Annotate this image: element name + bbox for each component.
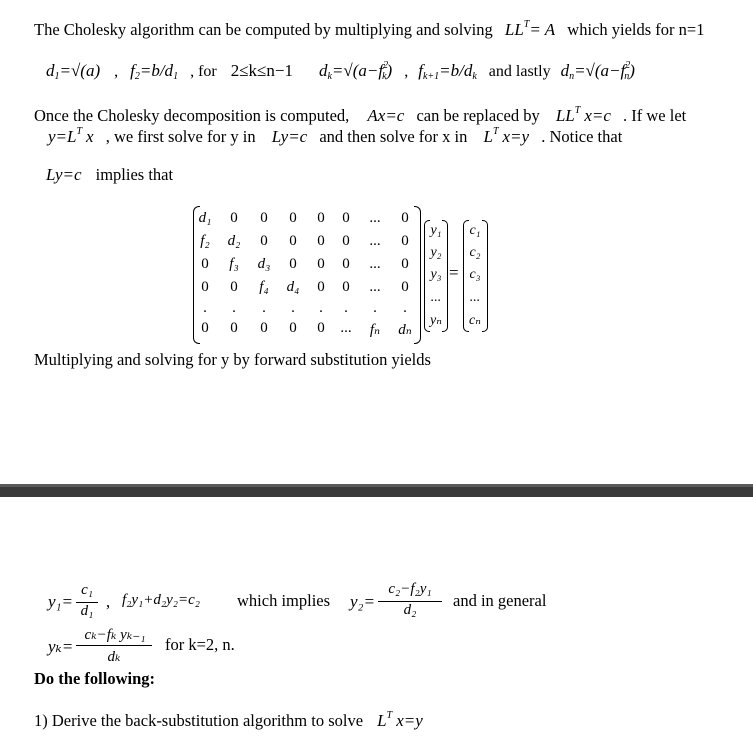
matrix-cell-r2-c8: 0 (401, 233, 409, 249)
do-following-heading: Do the following: (34, 669, 155, 688)
matrix-cell-r4-c8: 0 (401, 279, 409, 295)
forward-substitution-text: Multiplying and solving for y by forward substitution yields (34, 350, 431, 369)
intro-text-b: which yields for n=1 (567, 20, 705, 39)
matrix-cell-r2-c2: d₂ (227, 233, 241, 249)
matrix-cell-r3-c2: f₃ (229, 256, 239, 272)
matrix-cell-r6-c2: 0 (230, 320, 238, 336)
matrix-cell-r6-c6: ... (340, 320, 352, 336)
matrix-cell-r6-c8: dₙ (398, 322, 412, 338)
yk-denominator: dₖ (107, 649, 121, 665)
y1-lhs: y₁= (48, 592, 73, 611)
implies-line (46, 165, 173, 185)
matrix-cell-r2-c7: ... (369, 233, 381, 249)
y2-numerator: c₂−f₂y₁ (388, 581, 432, 597)
let-equation-3: $L^T$ x=y (483, 126, 530, 146)
once-line (34, 105, 686, 126)
page-divider-edge (0, 484, 753, 487)
matrix-cell-r5-c2: . (232, 300, 236, 316)
matrix-cell-r5-c5: . (319, 300, 323, 316)
for-text: , for (190, 63, 217, 80)
matrix-cell-r4-c4: d₄ (286, 279, 300, 295)
matrix-cell-r2-c6: 0 (342, 233, 350, 249)
matrix-cell-r5-c7: . (373, 300, 377, 316)
fk1-formula: $f_{k+1}=b/d_k$ (418, 61, 477, 82)
dn-formula: $d_n=√(a-f^2_n)$ (560, 60, 635, 82)
c-vector-entry-4: ... (469, 290, 481, 305)
y-vector-entry-1: y₁ (430, 223, 442, 238)
for-k-text: for k=2, n. (165, 635, 235, 654)
f2-formula: $f_2=b/d_1$ (130, 61, 179, 82)
let-equation-2: Ly=c (271, 127, 308, 146)
k-range: 2≤k≤n−1 (230, 61, 293, 80)
d1-formula: $d_1=√(a)$ (46, 61, 101, 82)
comma: , (114, 63, 119, 80)
c-vector-entry-5: cₙ (469, 313, 481, 328)
matrix-cell-r1-c4: 0 (289, 210, 297, 226)
matrix-cell-r1-c1: d₁ (198, 210, 212, 226)
matrix-cell-r4-c7: ... (369, 279, 381, 295)
let-text-b: , we first solve for y in (105, 127, 256, 146)
comma: , (404, 63, 409, 80)
matrix-cell-r3-c3: d₃ (257, 256, 271, 272)
once-text-b: can be replaced by (416, 106, 540, 125)
c-vector-entry-1: c₁ (469, 223, 481, 238)
matrix-cell-r1-c3: 0 (260, 210, 268, 226)
item-1-text: 1) Derive the back-substitution algorithm to solve (34, 711, 364, 730)
which-implies-text: which implies (237, 591, 331, 610)
implies-equation: Ly=c (46, 165, 82, 184)
y-vector-entry-4: ... (430, 290, 442, 305)
matrix-cell-r2-c1: f₂ (200, 233, 210, 249)
matrix-cell-r3-c1: 0 (201, 256, 209, 272)
y2-lhs: y₂= (350, 592, 375, 611)
y1-numerator: c₁ (81, 582, 93, 598)
y-vector-entry-5: yₙ (430, 313, 442, 328)
matrix-cell-r5-c8: . (403, 300, 407, 316)
yk-numerator: cₖ−fₖ yₖ₋₁ (84, 627, 146, 643)
y-vector-entry-2: y₂ (430, 245, 442, 260)
c-vector-entry-2: c₂ (469, 245, 481, 260)
matrix-cell-r6-c1: 0 (201, 320, 209, 336)
matrix-cell-r1-c6: 0 (342, 210, 350, 226)
once-text-c: . If we let (623, 106, 687, 125)
matrix-cell-r1-c7: ... (369, 210, 381, 226)
matrix-cell-r4-c5: 0 (317, 279, 325, 295)
intro-text-a: The Cholesky algorithm can be computed by multiplying and solving (34, 20, 493, 39)
matrix-cell-r4-c3: f₄ (259, 279, 269, 295)
let-text-d: . Notice that (541, 127, 623, 146)
matrix-cell-r1-c2: 0 (230, 210, 238, 226)
matrix-cell-r3-c5: 0 (317, 256, 325, 272)
matrix-cell-r2-c3: 0 (260, 233, 268, 249)
matrix-cell-r4-c6: 0 (342, 279, 350, 295)
matrix-cell-r6-c4: 0 (289, 320, 297, 336)
equation-2: f₂y₁+d₂y₂=c₂ (122, 592, 200, 608)
c-vector-entry-3: c₃ (469, 267, 481, 282)
matrix-cell-r3-c8: 0 (401, 256, 409, 272)
dk-formula: $d_k=√(a-f^2_k)$ (318, 60, 393, 82)
intro-line (34, 19, 704, 40)
cholesky-formulas (46, 60, 635, 82)
yk-fraction-bar (76, 645, 152, 646)
and-lastly-text: and lastly (488, 63, 551, 80)
let-text-c: and then solve for x in (319, 127, 468, 146)
matrix-cell-r5-c1: . (203, 300, 207, 316)
comma: , (106, 592, 111, 611)
implies-text: implies that (95, 165, 174, 184)
y2-denominator: d₂ (403, 602, 417, 618)
matrix-cell-r6-c5: 0 (317, 320, 325, 336)
matrix-cell-r4-c1: 0 (201, 279, 209, 295)
matrix-cell-r4-c2: 0 (230, 279, 238, 295)
once-equation: Ax=c (367, 106, 405, 125)
yk-lhs: yₖ= (48, 637, 74, 656)
equals-sign: = (449, 263, 459, 282)
matrix-cell-r6-c3: 0 (260, 320, 268, 336)
intro-equation: $LL^T= A$ (504, 19, 556, 39)
matrix-cell-r3-c6: 0 (342, 256, 350, 272)
matrix-cell-r2-c5: 0 (317, 233, 325, 249)
matrix-cell-r3-c7: ... (369, 256, 381, 272)
item-1 (34, 710, 423, 731)
let-line (48, 126, 622, 147)
let-equation: $y=L^T$ x (48, 126, 94, 146)
matrix-cell-r1-c5: 0 (317, 210, 325, 226)
in-general-text: and in general (453, 591, 547, 610)
matrix-cell-r5-c6: . (344, 300, 348, 316)
y1-denominator: d₁ (80, 603, 94, 619)
matrix-cell-r1-c8: 0 (401, 210, 409, 226)
matrix-cell-r5-c4: . (291, 300, 295, 316)
matrix-cell-r6-c7: fₙ (369, 322, 381, 338)
once-equation-2: $LL^T$ x=c (555, 105, 611, 125)
once-text-a: Once the Cholesky decomposition is computed, (34, 106, 350, 125)
matrix-cell-r2-c4: 0 (289, 233, 297, 249)
y-vector-entry-3: y₃ (430, 267, 442, 282)
matrix-cell-r3-c4: 0 (289, 256, 297, 272)
matrix-cell-r5-c3: . (262, 300, 266, 316)
item-1-equation: $L^T$ x=y (377, 710, 423, 730)
